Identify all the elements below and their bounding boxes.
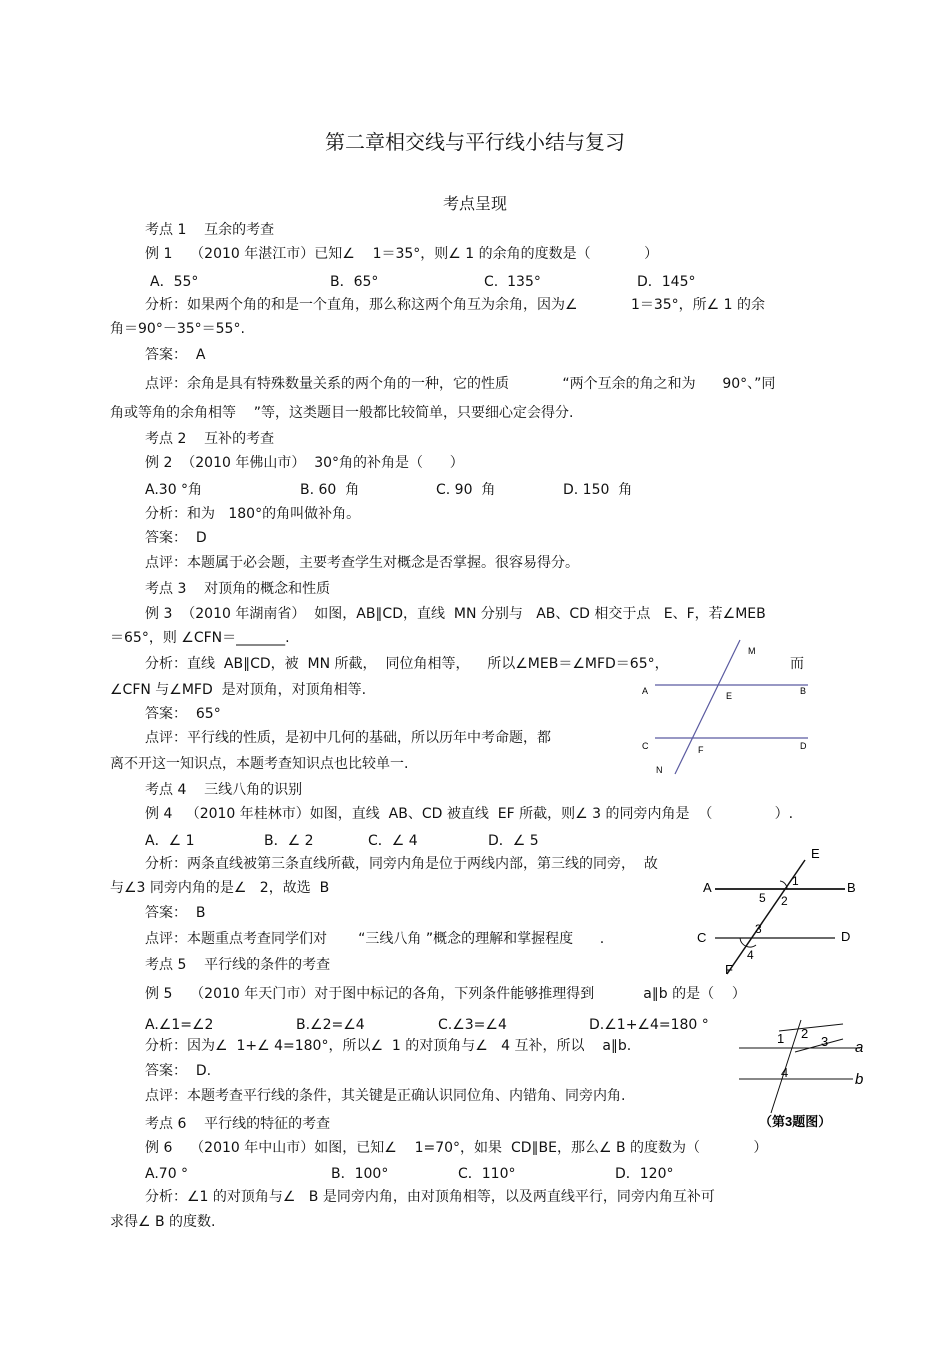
- text-line: 求得∠ B 的度数.: [110, 1214, 216, 1230]
- figure-lines-a-b: [735, 1018, 875, 1133]
- angle-4-label: 4: [747, 948, 754, 962]
- label-n: N: [656, 765, 663, 775]
- angle-3-label: 3: [755, 922, 762, 936]
- text-line: 考点 5 平行线的条件的考查: [145, 957, 331, 973]
- angle-2-label: 2: [801, 1026, 809, 1041]
- text-line: 例 5 （2010 年天门市）对于图中标记的各角，下列条件能够推理得到 a∥b 的是（ ）: [145, 986, 746, 1002]
- text-line: 分析：因为∠ 1+∠ 4=180°，所以∠ 1 的对顶角与∠ 4 互补，所以 a∥b.: [145, 1038, 632, 1054]
- label-a: A: [703, 880, 712, 895]
- label-b: B: [800, 686, 807, 696]
- figure-caption: （第3题图）: [759, 1114, 832, 1129]
- label-e: E: [726, 691, 733, 701]
- label-e: E: [811, 846, 820, 861]
- angle-1-label: 1: [792, 874, 799, 888]
- page-title: 第二章相交线与平行线小结与复习: [325, 130, 625, 154]
- label-c: C: [697, 930, 707, 945]
- text-line: 与∠3 同旁内角的是∠ 2，故选 B: [110, 880, 330, 896]
- text-line: A．55°: [150, 274, 199, 290]
- text-line: 角＝90°－35°＝55°.: [110, 321, 245, 337]
- label-m: M: [748, 646, 756, 656]
- text-line: B．100°: [331, 1166, 389, 1182]
- text-line: D．120°: [615, 1166, 674, 1182]
- text-line: A.70 °: [145, 1166, 189, 1182]
- label-b: b: [855, 1071, 864, 1088]
- text-line: 考点 1 互余的考查: [145, 222, 275, 238]
- label-c: C: [642, 741, 649, 751]
- label-a: A: [642, 686, 649, 696]
- text-line: D.∠1+∠4=180 °: [589, 1017, 709, 1033]
- text-line: 考点 2 互补的考查: [145, 431, 275, 447]
- text-line: 例 6 （2010 年中山市）如图，已知∠ 1=70°，如果 CD∥BE，那么∠ B 的度数为（ ）: [145, 1140, 768, 1156]
- text-line: 例 1 （2010 年湛江市）已知∠ 1＝35°，则∠ 1 的余角的度数是（ ）: [145, 246, 659, 262]
- text-line: 分析：∠1 的对顶角与∠ B 是同旁内角，由对顶角相等，以及两直线平行，同旁内角互补可: [145, 1189, 715, 1205]
- text-line: 考点 6 平行线的特征的考查: [145, 1116, 331, 1132]
- text-line: A.∠1=∠2: [145, 1017, 214, 1033]
- label-b: B: [847, 880, 856, 895]
- text-line: C. 90 角: [436, 482, 496, 498]
- section-title: 考点呈现: [442, 194, 507, 213]
- text-line: 答案： D.: [145, 1063, 212, 1079]
- angle-4-label: 4: [781, 1065, 789, 1080]
- angle-3-label: 3: [821, 1034, 829, 1049]
- text-line: 点评：本题考查平行线的条件，其关键是正确认识同位角、内错角、同旁内角.: [145, 1088, 626, 1104]
- text-line: C.∠3=∠4: [438, 1017, 507, 1033]
- label-f: F: [725, 962, 733, 977]
- text-line: 分析：和为 180°的角叫做补角。: [145, 506, 361, 522]
- text-line: D．145°: [637, 274, 696, 290]
- text-line: ∠CFN 与∠MFD 是对顶角，对顶角相等.: [110, 682, 367, 698]
- text-line: 而: [790, 656, 804, 672]
- label-d: D: [841, 929, 851, 944]
- text-line: 点评：余角是具有特殊数量关系的两个角的一种，它的性质 “两个互余的角之和为 90°、”同: [145, 376, 776, 392]
- text-line: D. 150 角: [563, 482, 633, 498]
- label-d: D: [800, 741, 807, 751]
- angle-1-label: 1: [777, 1031, 785, 1046]
- text-line: A．∠ 1: [145, 833, 195, 849]
- text-line: 点评：本题属于必会题，主要考查学生对概念是否掌握。很容易得分。: [145, 555, 579, 571]
- text-line: 点评：本题重点考查同学们对 “三线八角 ”概念的理解和掌握程度 .: [145, 931, 605, 947]
- text-line: C. 135°: [484, 274, 541, 290]
- text-line: C．∠ 4: [368, 833, 418, 849]
- text-line: 答案： B: [145, 905, 206, 921]
- figure-three-lines-eight-angles: [695, 842, 870, 982]
- text-line: 答案： A: [145, 347, 206, 363]
- text-line: 答案： D: [145, 530, 207, 546]
- text-line: 分析：如果两个角的和是一个直角，那么称这两个角互为余角，因为∠ 1＝35°，所∠ 1 的余: [145, 297, 766, 313]
- text-line: 分析：两条直线被第三条直线所截，同旁内角是位于两线内部，第三线的同旁， 故: [145, 856, 658, 872]
- figure-parallel-lines-mn: [630, 632, 820, 782]
- label-f: F: [698, 745, 704, 755]
- text-line: 例 3 （2010 年湖南省） 如图，AB∥CD，直线 MN 分别与 AB、CD 相交于点 E、F，若∠MEB: [145, 606, 766, 622]
- text-line: B．65°: [330, 274, 379, 290]
- text-line: 分析：直线 AB∥CD，被 MN 所截， 同位角相等， 所以∠MEB＝∠MFD＝65°，: [145, 656, 669, 672]
- text-line: ＝65°，则 ∠CFN＝_______.: [110, 630, 290, 646]
- text-line: A.30 °角: [145, 482, 203, 498]
- text-line: 考点 3 对顶角的概念和性质: [145, 581, 331, 597]
- text-line: 例 2 （2010 年佛山市） 30°角的补角是（ ）: [145, 455, 464, 471]
- text-line: 例 4 （2010 年桂林市）如图，直线 AB、CD 被直线 EF 所截，则∠ 3 的同旁内角是 （ ）.: [145, 806, 794, 822]
- text-line: 答案： 65°: [145, 706, 221, 722]
- text-line: C．110°: [458, 1166, 516, 1182]
- label-a: a: [855, 1039, 864, 1056]
- text-line: B. 60 角: [300, 482, 360, 498]
- text-line: 离不开这一知识点，本题考查知识点也比较单一.: [110, 756, 409, 772]
- angle-5-label: 5: [759, 891, 766, 905]
- text-line: B.∠2=∠4: [296, 1017, 365, 1033]
- text-line: 角或等角的余角相等 ”等，这类题目一般都比较简单，只要细心定会得分.: [110, 405, 574, 421]
- text-line: 点评：平行线的性质，是初中几何的基础，所以历年中考命题，都: [145, 730, 551, 746]
- text-line: 考点 4 三线八角的识别: [145, 782, 303, 798]
- text-line: D．∠ 5: [488, 833, 539, 849]
- angle-2-label: 2: [781, 894, 788, 908]
- text-line: B．∠ 2: [264, 833, 314, 849]
